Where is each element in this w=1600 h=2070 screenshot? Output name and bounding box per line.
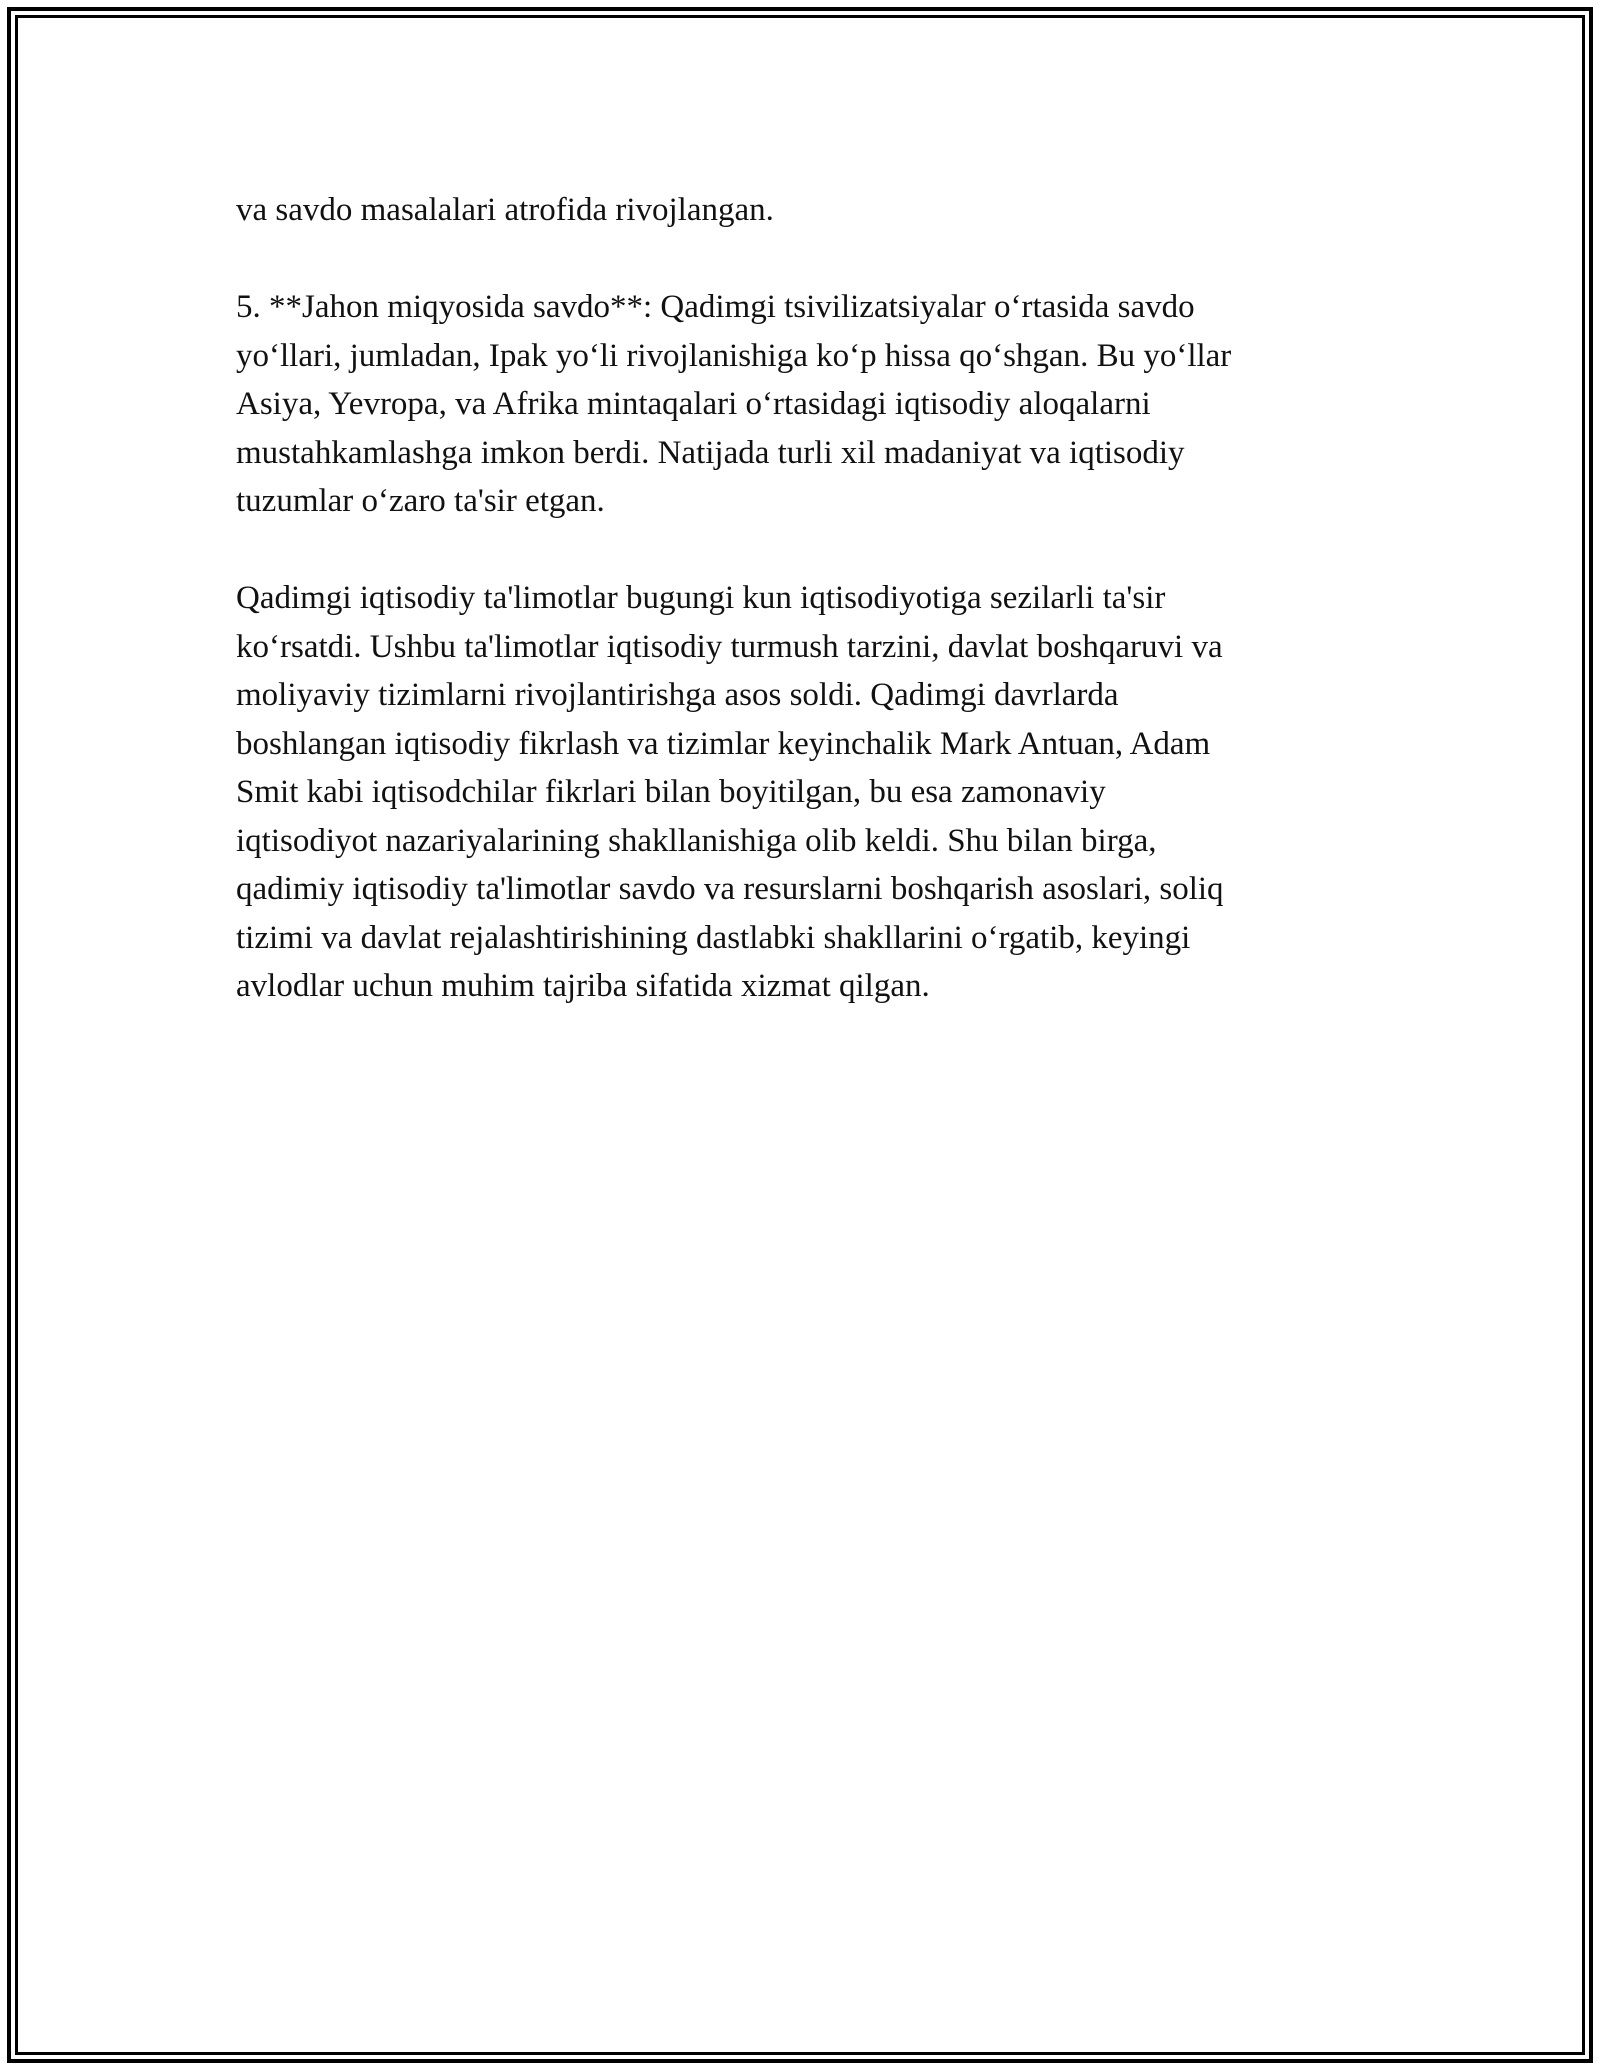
paragraph-continuation: va savdo masalalari atrofida rivojlangan.	[236, 192, 774, 228]
paragraph-world-trade: 5. **Jahon miqyosida savdo**: Qadimgi tsivilizatsiyalar o‘rtasida savdo yo‘llari, jumladan, Ipak yo‘li rivojlanishiga ko‘p hissa qo‘shgan. Bu yo‘llar Asiya, Yevropa, va Afrika mintaqalari o‘rtasidagi iqtisodiy aloqalarni mustahkamlashga imkon berdi. Natijada turli xil madaniyat va iqtisodiy tuzumlar o‘zaro ta'sir etgan.	[236, 289, 1232, 519]
paragraph-conclusion: Qadimgi iqtisodiy ta'limotlar bugungi kun iqtisodiyotiga sezilarli ta'sir ko‘rsatdi. Ushbu ta'limotlar iqtisodiy turmush tarzini, davlat boshqaruvi va moliyaviy tizimlarni rivojlantirishga asos soldi. Qadimgi davrlarda boshlangan iqtisodiy fikrlash va tizimlar keyinchalik Mark Antuan, Adam Smit kabi iqtisodchilar fikrlari bilan boyitilgan, bu esa zamonaviy iqtisodiyot nazariyalarining shakllanishiga olib keldi. Shu bilan birga, qadimiy iqtisodiy ta'limotlar savdo va resurslarni boshqarish asoslari, soliq tizimi va davlat rejalashtirishining dastlabki shakllarini o‘rgatib, keyingi avlodlar uchun muhim tajriba sifatida xizmat qilgan.	[236, 580, 1224, 1004]
document-body	[236, 186, 1366, 1059]
